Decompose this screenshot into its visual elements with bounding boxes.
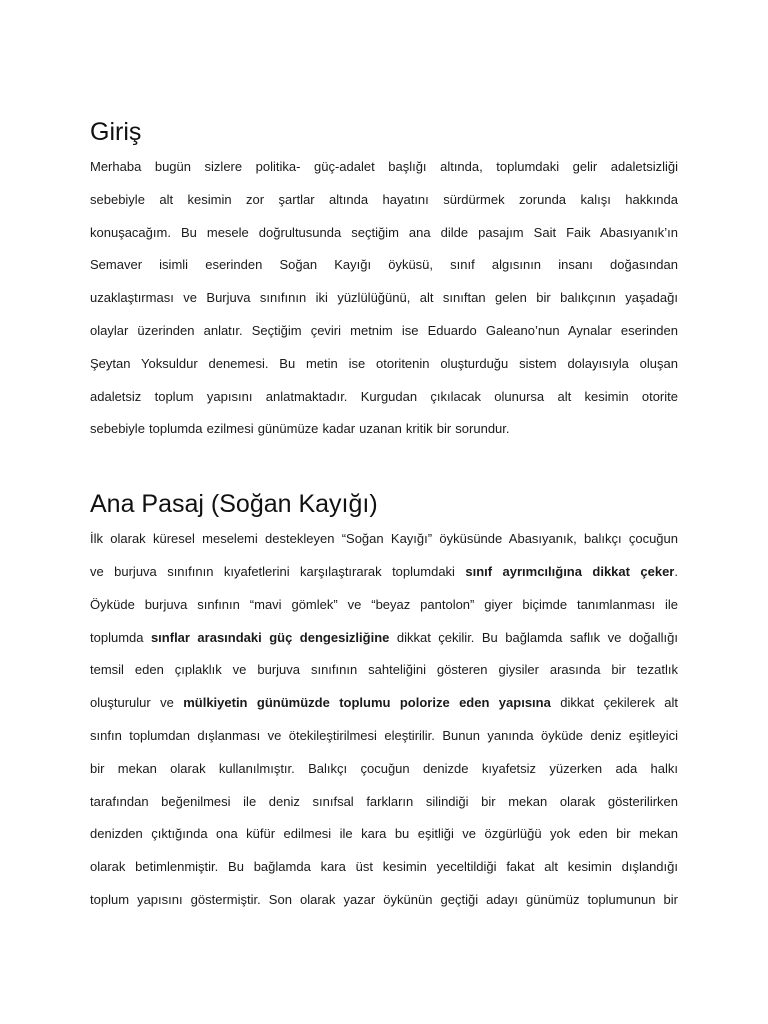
text-run: dikkat çekilerek alt (550, 695, 678, 711)
paragraph-line: Semaver isimli eserinden Soğan Kayığı öyküsü, sınıf algısının insanı doğasından (90, 257, 678, 273)
bold-emphasis: sınıf ayrımcılığına dikkat çeker (465, 563, 675, 579)
paragraph-line: konuşacağım. Bu mesele doğrultusunda seçtiğim ana dilde pasajım Sait Faik Abasıyanık’ın (90, 224, 678, 240)
main-passage-paragraph (90, 523, 678, 917)
paragraph-line: uzaklaştırması ve Burjuva sınıfının iki yüzlülüğünü, alt sınıftan gelen bir balıkçının yaşadağı (90, 290, 678, 306)
paragraph-line: sebebiyle alt kesimin zor şartlar altında hayatını sürdürmek zorunda kalışı hakkında (90, 191, 678, 207)
text-run: oluşturulur ve (90, 695, 184, 711)
paragraph-line: temsil eden çıplaklık ve burjuva sınıfının sahteliğini gösteren giysiler arasında bir tezatlık (90, 662, 678, 678)
paragraph-line (90, 687, 678, 720)
text-run: dikkat çekilir. Bu bağlamda saflık ve doğallığı (389, 629, 678, 645)
paragraph-line: Şeytan Yoksuldur denemesi. Bu metin ise otoritenin oluşturduğu sistem dolayısıyla oluşan (90, 355, 678, 371)
section-heading-main-passage: Ana Pasaj (Soğan Kayığı) (90, 490, 378, 519)
paragraph-line (90, 622, 678, 655)
paragraph-line: bir mekan olarak kullanılmıştır. Balıkçı çocuğun denizde kıyafetsiz yüzerken ada halkı (90, 760, 678, 776)
bold-emphasis: sınflar arasındaki güç dengesizliğine (150, 629, 390, 645)
paragraph-line: olarak betimlenmiştir. Bu bağlamda kara üst kesimin yeceltildiği fakat alt kesimin dışlandığı (90, 859, 678, 875)
paragraph-line: Merhaba bugün sizlere politika- güç-adalet başlığı altında, toplumdaki gelir adaletsizliği (90, 159, 678, 174)
text-run: . (674, 563, 678, 579)
paragraph-line: toplum yapısını göstermiştir. Son olarak yazar öykünün geçtiği adayı günümüz toplumunun bir (90, 891, 678, 907)
paragraph-line: tarafından beğenilmesi ile deniz sınıfsal farkların silindiği bir mekan olarak gösterilirken (90, 793, 678, 809)
paragraph-line: sınfın toplumdan dışlanması ve ötekileştirilmesi eleştirilir. Bunun yanında öyküde deniz eşitleyici (90, 727, 678, 743)
paragraph-line: İlk olarak küresel meselemi destekleyen “Soğan Kayığı” öyküsünde Abasıyanık, balıkçı çocuğun (90, 531, 678, 547)
paragraph-line: denizden çıktığında ona küfür edilmesi ile kara bu eşitliği ve özgürlüğü yok eden bir mekan (90, 826, 678, 842)
paragraph-line: adaletsiz toplum yapısını anlatmaktadır. Kurgudan çıkılacak olunursa alt kesimin otorite (90, 388, 678, 404)
paragraph-line: sebebiyle toplumda ezilmesi günümüze kadar uzanan kritik bir sorundur. (90, 421, 510, 437)
bold-emphasis: mülkiyetin günümüzde toplumu polorize eden yapısına (183, 695, 551, 711)
paragraph-line: Öyküde burjuva sınfının “mavi gömlek” ve “beyaz pantolon” giyer biçimde tanımlanması ile (90, 596, 678, 612)
paragraph-line (90, 556, 678, 589)
section-heading-intro: Giriş (90, 118, 142, 146)
intro-paragraph (90, 151, 678, 446)
text-run: toplumda (90, 629, 151, 645)
document-content (90, 116, 678, 917)
paragraph-line: olaylar üzerinden anlatır. Seçtiğim çeviri metnim ise Eduardo Galeano’nun Aynalar eserinden (90, 322, 678, 338)
text-run: ve burjuva sınıfının kıyafetlerini karşılaştırarak toplumdaki (90, 563, 466, 579)
